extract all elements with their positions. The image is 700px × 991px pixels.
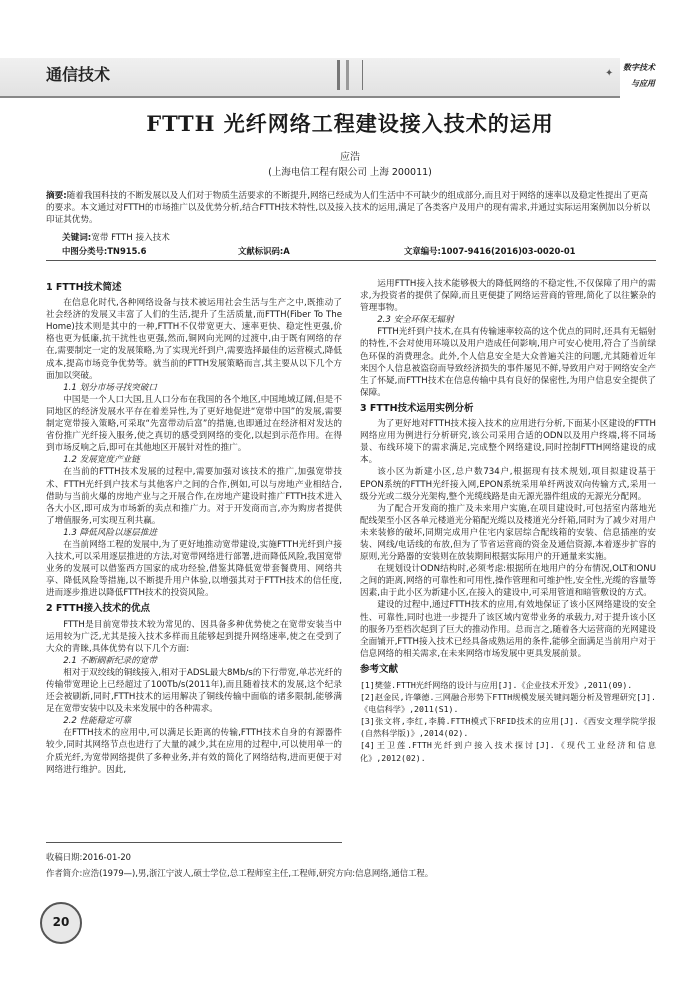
keywords-text: 宽带 FTTH 接入技术: [91, 233, 170, 243]
journal-logo: [605, 58, 655, 98]
affiliation: (上海电信工程有限公司 上海 200011): [268, 167, 432, 178]
header-divider: [337, 60, 363, 90]
subsection-heading: 2.2 性能稳定可靠: [63, 716, 132, 727]
footnote-rule: [46, 842, 342, 843]
paragraph: 在当前的FTTH技术发展的过程中,需要加强对该技术的推广,加强宽带技术、FTTH光纤到户技术与其他客户之间的合作,例如,可以与房地产业相结合,借助与当前火爆的房地产业与之开展合作,在房地产建设时推广FTTH技术进入各大小区,即可成为市场新的卖点和推广力。对于开发商而言,亦为购房者提供了增值服务,可实现互利共赢。: [46, 467, 342, 526]
subsection-heading: 2.3 安全环保无辐射: [377, 315, 454, 326]
paragraph: 运用FTTH接入技术能够极大的降低网络的不稳定性,不仅保障了用户的需求,为投资者的提供了保障,而且更便捷了网络运营商的管理,简化了以往繁杂的管理事物。: [360, 279, 656, 314]
paragraph: 在规划设计ODN结构时,必须考虑:根据所在地用户的分布情况,OLT和ONU之间的距离,网络的可靠性和可用性,操作管理和可维护性,安全性,光缆的容量等因素,由于此小区为新建小区,在接入的建设中,可采用管道和暗管敷设的方式。: [360, 564, 656, 599]
section-title: 通信技术: [46, 65, 111, 84]
paragraph: 为了配合开发商的推广及未来用户实施,在项目建设时,可包括室内落地光配线架至小区各单元楼道光分箱配光缆以及楼道光分纤箱,同时为了减少对用户未来装修的破坏,同期完成用户住宅内家居综合配线箱的安装、信息插座的安装、网线/电话线的布放,但为了节省运营商的资金及通信资源,本着逐步扩容的原则,光分路器的安装则在放装期间根据实际用户的开通量来实施。: [360, 503, 656, 563]
logo-line2: 与应用: [631, 79, 655, 88]
reference-item: [1]樊蓥.FTTH光纤网络的设计与应用[J].《企业技术开发》,2011(09).: [360, 680, 633, 690]
page-header: [0, 40, 700, 98]
abstract-text: 随着我国科技的不断发展以及人们对于物质生活要求的不断提升,网络已经成为人们生活中不可缺少的组成部分,而且对于网络的速率以及稳定性提出了更高的要求。本文通过对FTTH的市场推广以及优势分析,结合FTTH技术特性,以及接入技术的运用,满足了各类客户及用户的现有需求,并通过实际运用案例加以分析以印证其优势。: [46, 191, 651, 226]
references-heading: 参考文献: [360, 663, 399, 675]
paragraph: 在信息化时代,各种网络设备与技术被运用社会生活与生产之中,既推动了社会经济的发展又丰富了人们的生活,提升了生活质量,而FTTH(Fiber To The Home)技术则是其中的一种,FTTH不仅带宽更大、速率更快、稳定性更强,价格也更为低廉,抗干扰性也更强,然而,铜网向光网的过渡中,由于既有网络的存在,需要制定一定的发展策略,为了实现光纤到户,需要选择最佳的运营模式,降低成本,提高市场竞争优势等。就当前的FTTH发展策略而言,其主要从以下几个方面加以突破。: [46, 298, 342, 381]
paragraph: 在FTTH技术的应用中,可以满足长距离的传输,FTTH技术自身的有源器件较少,同时其网络节点也进行了大量的减少,其在应用的过程中,可以使用单一的介质光纤,为宽带网络提供了多种业务,并有效的简化了网络结构,进而更便于对网络进行维护。因此,: [46, 728, 342, 775]
keywords: [62, 231, 170, 243]
footnote: [46, 849, 433, 881]
header-rule: [46, 260, 656, 261]
logo-line1: 数字技术: [623, 63, 655, 72]
author-bio: 作者简介:应浩(1979—),男,浙江宁波人,硕士学位,总工程师室主任,工程师,研究方向:信息网络,通信工程。: [46, 868, 434, 878]
paragraph: FTTH是目前宽带技术较为常见的、因具备多种优势使之在宽带安装当中运用较为广泛,尤其是接入技术多样而且能够起到提升网络速率,使之在受到了大众的青睐,具体优势有以下几个方面:: [46, 619, 342, 654]
paragraph: 建设的过程中,通过FTTH技术的应用,有效地保证了该小区网络建设的安全性、可靠性,同时也进一步提升了该区域内宽带业务的承载力,对于提升该小区的服务乃至档次起到了巨大的推动作用。总而言之,随着各大运营商的光网建设全面铺开,FTTH接入技术已经具备成熟运用的条件,能够全面满足当前用户对于信息网络的相关需求,在未来网络市场发展中更具发展前景。: [360, 600, 656, 659]
subsection-heading: 1.1 划分市场寻找突破口: [63, 382, 157, 393]
subsection-heading: 1.3 降低风险以逐层推进: [63, 527, 157, 538]
reference-item: [3]张文将,李红,李腾.FTTH模式下RFID技术的应用[J].《西安文理学院学报(自然科学版)》,2014(02).: [360, 716, 656, 739]
author: 应浩: [340, 152, 360, 163]
clc-number: 中图分类号:TN915.6: [62, 246, 147, 256]
keywords-label: 关键词:: [62, 233, 92, 243]
page-number: 20: [40, 902, 82, 944]
abstract: [46, 190, 656, 227]
article-title: FTTH 光纤网络工程建设接入技术的运用: [146, 111, 554, 136]
subsection-heading: 2.1 不断刷新纪录的宽带: [63, 655, 157, 666]
article-number: 文章编号:1007-9416(2016)03-0020-01: [404, 246, 576, 256]
paragraph: 该小区为新建小区,总户数734户,根据现有技术规划,项目拟建设基于EPON系统的FTTH光纤接入网,EPON系统采用单纤两波双向传输方式,采用一级分光或二级分光架构,整个光缆线路是由无源光器件组成的无源光分配网。: [360, 467, 656, 502]
header-divider-inner: [346, 60, 349, 90]
logo-star-icon: ✦: [605, 68, 614, 79]
right-column: [360, 278, 656, 764]
paragraph: 相对于双绞线的铜线接入,相对于ADSL最大8Mb/s的下行带宽,单芯光纤的传输带宽理论上已经超过了100Tb/s(2011年),而且随着技术的发展,这个纪录还会被刷新,同时,FTTH技术的运用解决了铜线传输中面临的诸多限制,能够满足在宽带安装中以及未来发展中的各种需求。: [46, 667, 342, 715]
section-heading: 2 FTTH接入技术的优点: [46, 603, 151, 615]
abstract-label: 摘要:: [46, 191, 67, 201]
reference-item: [2]赵金民,许肇德.三网融合形势下FTTH规模发展关键问题分析及管理研究[J].《电信科学》,2011(S1).: [360, 692, 656, 715]
received-date: 收稿日期:2016-01-20: [46, 852, 131, 862]
section-heading: 3 FTTH技术运用实例分析: [360, 402, 474, 414]
paragraph: 为了更好地对FTTH技术接入技术的应用进行分析,下面某小区建设的FTTH网络应用为例进行分析研究,该公司采用合适的ODN以及用户终端,将不同场景、布线环境下的需求满足,完成整个网络建设,同时控制FTTH网络建设的成本。: [360, 419, 656, 466]
reference-item: [4]王卫莲.FTTH光纤到户接入技术探讨[J].《现代工业经济和信息化》,2012(02).: [360, 740, 656, 763]
doc-code: 文献标识码:A: [238, 246, 290, 256]
paragraph: 中国是一个人口大国,且人口分布在我国的各个地区,中国地域辽阔,但是不同地区的经济发展水平存在着差异性,为了更好地促进“宽带中国”的发展,需要制定宽带接入策略,可采取“先富带动后富”的措施,也即通过在经济相对发达的省份推广光纤接入服务,使之真切的感受到网络的变化,以起到示范作用。在得到市场反响之后,即可在其他地区开展针对性的推广。: [46, 394, 342, 454]
subsection-heading: 1.2 发展宽度产业链: [63, 455, 140, 466]
section-heading: 1 FTTH技术简述: [46, 282, 122, 293]
paragraph: 在当前网络工程的发展中,为了更好地推动宽带建设,实施FTTH光纤到户接入技术,可以采用逐层推进的方法,对宽带网络进行部署,进而降低风险,我国宽带业务的发展可以借鉴西方国家的成功经验,借鉴其降低宽带套餐费用、网络共享、降低风险等措施,以不断提升用户体验,以增强其对于FTTH技术的信任度,进而逐步推进以降低FTTH技术的投资风险。: [46, 539, 342, 599]
left-column: [46, 278, 342, 776]
paragraph: FTTH光纤到户技术,在具有传输速率较高的这个优点的同时,还具有无辐射的特性,不会对使用环境以及用户造成任何影响,用户可安心使用,符合了当前绿色环保的消费理念。此外,个人信息安全是大众普遍关注的问题,尤其随着近年来因个人信息被盗窃而导致经济损失的事件屡见不鲜,导致用户对于网络安全产生了怀疑,而FTTH技术在信息传输中具有良好的保密性,为用户信息安全提供了保障。: [360, 327, 656, 398]
